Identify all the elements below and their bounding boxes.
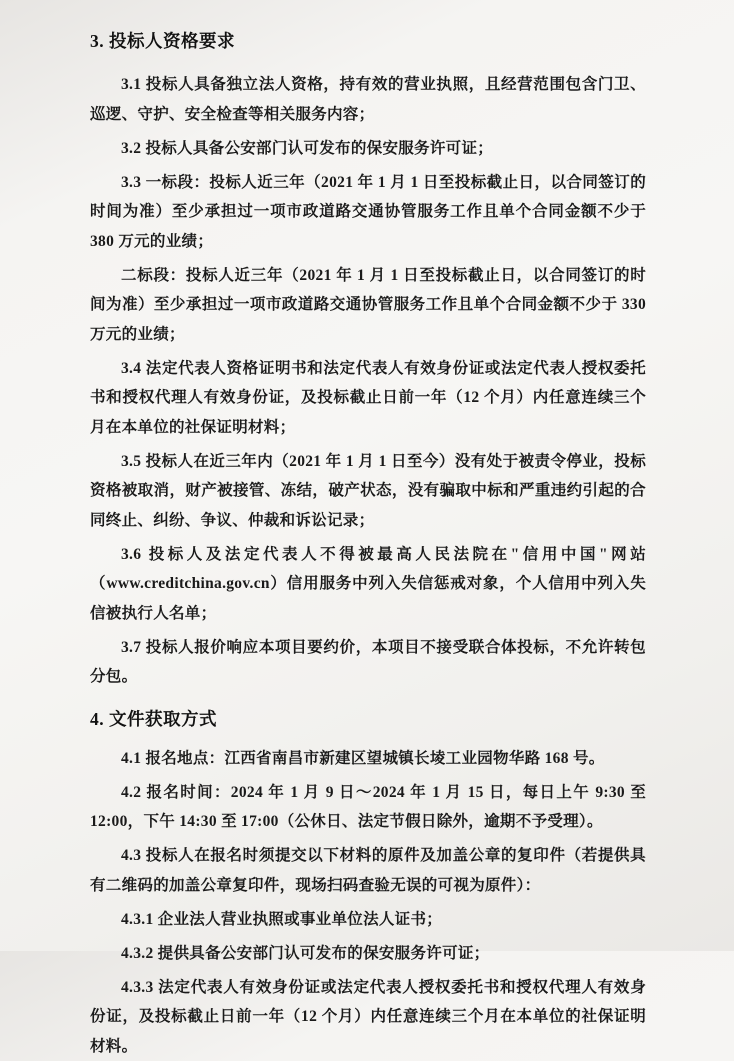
clause-4-3: 4.3 投标人在报名时须提交以下材料的原件及加盖公章的复印件（若提供具有二维码的加盖公章复印件，现场扫码查验无误的可视为原件）：	[90, 841, 646, 900]
clause-3-6: 3.6 投标人及法定代表人不得被最高人民法院在"信用中国"网站（www.creditchina.gov.cn）信用服务中列入失信惩戒对象，个人信用中列入失信被执行人名单；	[90, 540, 646, 629]
clause-4-3-1: 4.3.1 企业法人营业执照或事业单位法人证书；	[90, 905, 646, 935]
clause-4-1: 4.1 报名地点：江西省南昌市新建区望城镇长堎工业园物华路 168 号。	[90, 744, 646, 774]
clause-4-3-3: 4.3.3 法定代表人有效身份证或法定代表人授权委托书和授权代理人有效身份证，及投标截止日前一年（12 个月）内任意连续三个月在本单位的社保证明材料。	[90, 973, 646, 1061]
clause-3-5: 3.5 投标人在近三年内（2021 年 1 月 1 日至今）没有处于被责令停业，投标资格被取消，财产被接管、冻结，破产状态，没有骗取中标和严重违约引起的合同终止、纠纷、争议、仲裁和诉讼记录；	[90, 447, 646, 536]
section-document-acquisition	[90, 704, 646, 1061]
clause-3-3-lot-1: 3.3 一标段：投标人近三年（2021 年 1 月 1 日至投标截止日，以合同签订的时间为准）至少承担过一项市政道路交通协管服务工作且单个合同金额不少于 380 万元的业绩；	[90, 168, 646, 257]
clause-4-2: 4.2 报名时间：2024 年 1 月 9 日～2024 年 1 月 15 日，每日上午 9:30 至 12:00，下午 14:30 至 17:00（公休日、法定节假日除外，逾期不予受理）。	[90, 778, 646, 837]
section-3-heading: 3. 投标人资格要求	[90, 26, 646, 56]
clause-4-3-2: 4.3.2 提供具备公安部门认可发布的保安服务许可证；	[90, 939, 646, 969]
clause-3-7: 3.7 投标人报价响应本项目要约价，本项目不接受联合体投标，不允许转包分包。	[90, 633, 646, 692]
section-4-heading: 4. 文件获取方式	[90, 704, 646, 734]
section-bidder-qualification	[90, 26, 646, 692]
clause-3-1: 3.1 投标人具备独立法人资格，持有效的营业执照，且经营范围包含门卫、巡逻、守护、安全检查等相关服务内容；	[90, 70, 646, 129]
clause-3-2: 3.2 投标人具备公安部门认可发布的保安服务许可证；	[90, 134, 646, 164]
clause-3-4: 3.4 法定代表人资格证明书和法定代表人有效身份证或法定代表人授权委托书和授权代理人有效身份证，及投标截止日前一年（12 个月）内任意连续三个月在本单位的社保证明材料；	[90, 354, 646, 443]
clause-3-3-lot-2: 二标段：投标人近三年（2021 年 1 月 1 日至投标截止日，以合同签订的时间为准）至少承担过一项市政道路交通协管服务工作且单个合同金额不少于 330 万元的业绩；	[90, 261, 646, 350]
